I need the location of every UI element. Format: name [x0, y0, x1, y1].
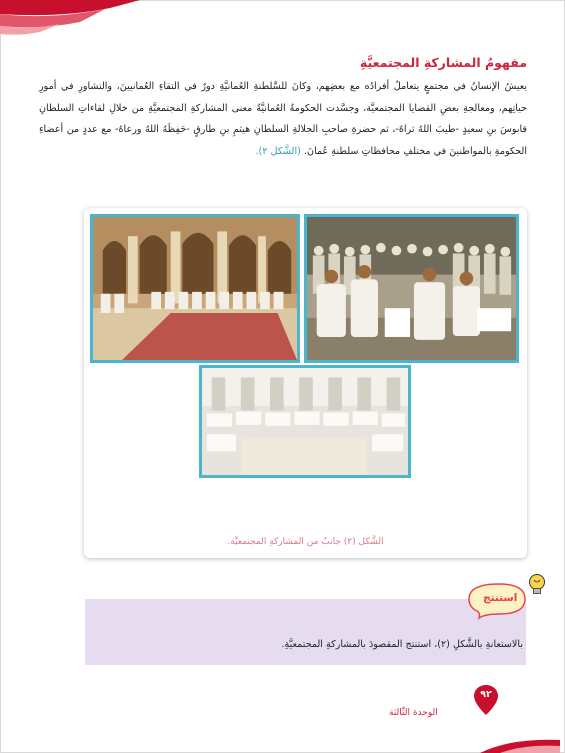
- infer-badge-label: استنتج: [483, 592, 518, 604]
- activity-prompt: بالاستعانةِ بالشَّكلِ (٢)، استنتج المقصودَ بالمشاركةِ المجتمعيَّةِ.: [281, 639, 523, 650]
- photo-meeting-hall: [199, 365, 411, 478]
- photo-majlis-hall: [90, 214, 300, 363]
- section-title: مفهومُ المشاركةِ المجتمعيَّةِ: [359, 55, 527, 70]
- activity-box: [85, 599, 526, 665]
- lightbulb-icon: [526, 572, 548, 598]
- body-paragraph: [39, 76, 527, 162]
- figure-card: [84, 208, 527, 558]
- page-number: ٩٢: [480, 689, 492, 700]
- figure-reference: (الشَّكل ٢).: [255, 145, 301, 157]
- unit-label: الوحدة الثّالثة: [389, 708, 438, 718]
- paragraph-text: يعيشُ الإنسانُ في مجتمعٍ يتعاملُ أفرادُه مع بعضِهم، وكانَ للسَّلطنةِ العُمانيَّةِ دورٌ في التقاءِ العُمانيينَ، والتشاورِ في أمورِ حياتِهم، ومعالجةِ بعضِ القضايا المجتمعيَّة، وجسَّدت الحكومةُ العُمانيَّةُ معنى المشاركةِ المجتمعيَّةِ من خلالِ لقاءاتِ السلطانِ قابوسَ بنِ سعيدٍ -طيبَ اللهُ ثراهُ-، ثم حضرةِ صاحبِ الجلالةِ السلطانِ هيثمِ بنِ طارقٍ -حَفِظَهُ اللهُ ورعاهُ- مع عددٍ من أعضاءِ الحكومةِ بالمواطنينَ في مختلفِ محافظاتِ سلطنةِ عُمانَ.: [39, 81, 527, 157]
- photo-outdoor-gathering: [304, 214, 519, 363]
- corner-decoration: [0, 0, 140, 40]
- bottom-decoration: [440, 708, 560, 753]
- figure-caption: الشَّكل (٢) جانبٌ من المشاركةِ المجتمعيَّة.: [227, 537, 384, 547]
